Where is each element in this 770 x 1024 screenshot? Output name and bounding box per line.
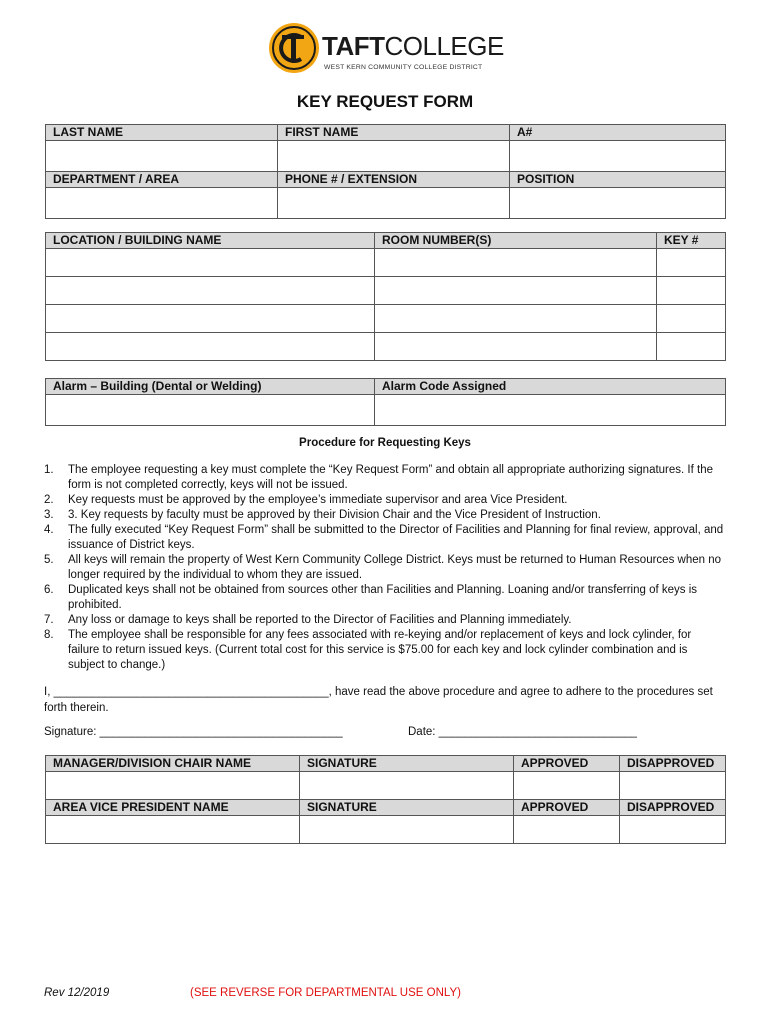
room-numbers-field[interactable] — [375, 305, 657, 333]
manager-name-field[interactable] — [46, 772, 300, 800]
procedure-title: Procedure for Requesting Keys — [299, 437, 471, 449]
alarm-building-field[interactable] — [46, 395, 375, 426]
manager-approved-label: APPROVED — [514, 756, 620, 772]
location-building-field[interactable] — [46, 277, 375, 305]
position-label: POSITION — [510, 172, 726, 188]
alarm-table — [45, 378, 726, 426]
last-name-field[interactable] — [46, 141, 278, 172]
employee-info-table — [45, 124, 726, 219]
manager-name-label: MANAGER/DIVISION CHAIR NAME — [46, 756, 300, 772]
room-numbers-field[interactable] — [375, 277, 657, 305]
approval-table — [45, 755, 726, 844]
vp-name-label: AREA VICE PRESIDENT NAME — [46, 800, 300, 816]
location-building-field[interactable] — [46, 249, 375, 277]
college-name: TAFTCOLLEGE — [322, 31, 504, 61]
vp-disapproved-field[interactable] — [620, 816, 726, 844]
list-item: 3. 3. Key requests by faculty must be approved by their Division Chair and the Vice President of Instruction. — [44, 509, 601, 521]
form-title: KEY REQUEST FORM — [296, 92, 474, 111]
college-logo — [268, 22, 508, 78]
first-name-field[interactable] — [278, 141, 510, 172]
vp-signature-field[interactable] — [300, 816, 514, 844]
taft-college-seal-icon — [268, 22, 320, 74]
alarm-code-label: Alarm Code Assigned — [375, 379, 726, 395]
first-name-label: FIRST NAME — [278, 125, 510, 141]
manager-disapproved-field[interactable] — [620, 772, 726, 800]
vp-approved-label: APPROVED — [514, 800, 620, 816]
department-field[interactable] — [46, 188, 278, 219]
phone-label: PHONE # / EXTENSION — [278, 172, 510, 188]
key-number-field[interactable] — [657, 333, 726, 361]
manager-disapproved-label: DISAPPROVED — [620, 756, 726, 772]
key-number-field[interactable] — [657, 277, 726, 305]
room-numbers-field[interactable] — [375, 333, 657, 361]
key-number-label: KEY # — [657, 233, 726, 249]
location-table — [45, 232, 726, 361]
date-line[interactable]: Date: _______________________________ — [408, 726, 637, 738]
a-number-label: A# — [510, 125, 726, 141]
alarm-code-field[interactable] — [375, 395, 726, 426]
acknowledgement-text: I, ___________________________________________, have read the above procedure and agree to adhere to the procedures set forth therein. — [44, 686, 713, 714]
alarm-building-label: Alarm – Building (Dental or Welding) — [46, 379, 375, 395]
procedure-list — [44, 463, 724, 673]
location-building-label: LOCATION / BUILDING NAME — [46, 233, 375, 249]
vp-signature-label: SIGNATURE — [300, 800, 514, 816]
room-numbers-label: ROOM NUMBER(S) — [375, 233, 657, 249]
list-item: 5. All keys will remain the property of West Kern Community College District. Keys must be returned to Human Resources when no longer required by the individual to whom they are issued. — [44, 554, 721, 581]
list-item: 2. Key requests must be approved by the employee’s immediate supervisor and area Vice President. — [44, 494, 568, 506]
list-item: 4. The fully executed “Key Request Form” shall be submitted to the Director of Facilities and Planning for final review, approval, and issuance of District keys. — [44, 524, 724, 551]
list-item: 8. The employee shall be responsible for any fees associated with re-keying and/or replacement of keys and lock cylinder, for failure to return issued keys. (Current total cost for this service is $75.00 for each key and lock cylinder combination and is subject to change.) — [44, 629, 692, 671]
list-item: 6. Duplicated keys shall not be obtained from sources other than Facilities and Planning. Loaning and/or transferring of keys is prohibited. — [44, 584, 698, 611]
a-number-field[interactable] — [510, 141, 726, 172]
location-building-field[interactable] — [46, 305, 375, 333]
last-name-label: LAST NAME — [46, 125, 278, 141]
list-item: 7. Any loss or damage to keys shall be reported to the Director of Facilities and Planning immediately. — [44, 614, 572, 626]
phone-field[interactable] — [278, 188, 510, 219]
college-district: WEST KERN COMMUNITY COLLEGE DISTRICT — [324, 64, 483, 71]
position-field[interactable] — [510, 188, 726, 219]
list-item: 1. The employee requesting a key must complete the “Key Request Form” and obtain all appropriate authorizing signatures. If the form is not completed correctly, keys will not be issued. — [44, 464, 713, 491]
room-numbers-field[interactable] — [375, 249, 657, 277]
manager-signature-label: SIGNATURE — [300, 756, 514, 772]
manager-signature-field[interactable] — [300, 772, 514, 800]
manager-approved-field[interactable] — [514, 772, 620, 800]
reverse-side-note: (SEE REVERSE FOR DEPARTMENTAL USE ONLY) — [190, 987, 461, 999]
key-number-field[interactable] — [657, 249, 726, 277]
key-number-field[interactable] — [657, 305, 726, 333]
signature-line[interactable]: Signature: ______________________________________ — [44, 726, 343, 738]
location-building-field[interactable] — [46, 333, 375, 361]
revision-label: Rev 12/2019 — [44, 987, 110, 999]
vp-approved-field[interactable] — [514, 816, 620, 844]
vp-name-field[interactable] — [46, 816, 300, 844]
vp-disapproved-label: DISAPPROVED — [620, 800, 726, 816]
department-label: DEPARTMENT / AREA — [46, 172, 278, 188]
